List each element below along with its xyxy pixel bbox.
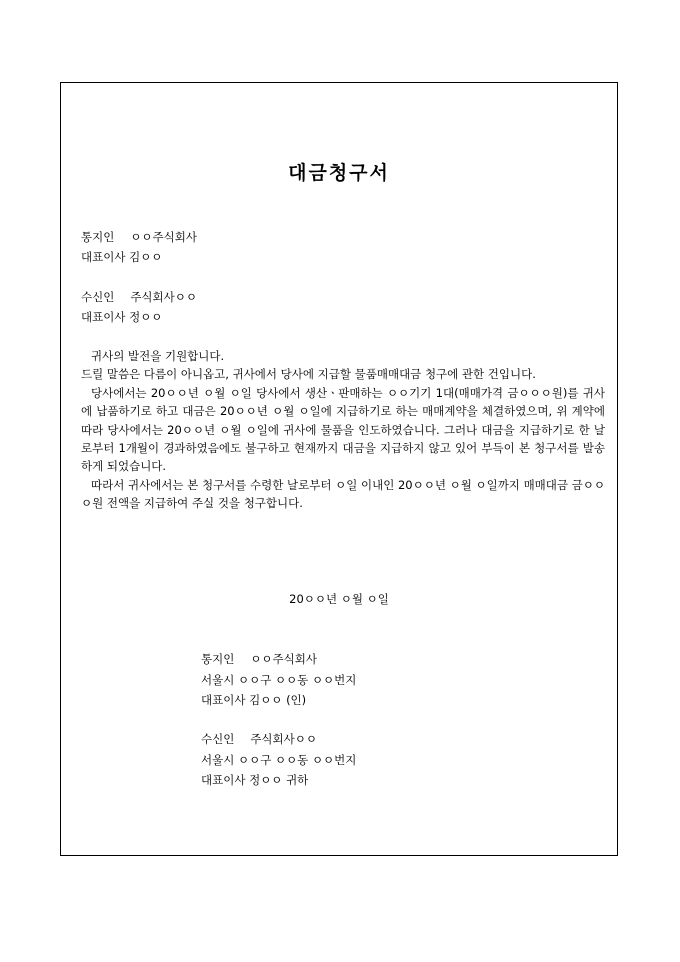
- header-recipient: [81, 289, 197, 305]
- signature-sender-address: 서울시 ㅇㅇ구 ㅇㅇ동 ㅇㅇ번지: [201, 672, 357, 687]
- body-paragraph-greeting: 귀사의 발전을 기원합니다.: [91, 349, 225, 363]
- signature-sender-line: [201, 649, 356, 670]
- signature-recipient-block: [201, 729, 356, 791]
- signature-sender-label: 통지인: [201, 652, 235, 666]
- header-sender: [81, 229, 197, 245]
- letter-body: [81, 347, 605, 513]
- body-paragraph-details: 당사에서는 20ㅇㅇ년 ㅇ월 ㅇ일 당사에서 생산ㆍ판매하는 ㅇㅇ기기 1대(매매가격 금ㅇㅇㅇ원)를 귀사에 납품하기로 하고 대금은 20ㅇㅇ년 ㅇ월 ㅇ일에 지급하기로 하는 매매계약을 체결하였으며, 위 계약에 따라 당사에서는 20ㅇㅇ년 ㅇ월 ㅇ일에 귀사에 물품을 인도하였습니다. 그러나 대금을 지급하기로 한 날로부터 1개월이 경과하였음에도 불구하고 현재까지 대금을 지급하지 않고 있어 부득이 본 청구서를 발송하게 되었습니다.: [81, 385, 605, 474]
- document-date: 20ㅇㅇ년 ㅇ월 ㅇ일: [289, 592, 389, 606]
- header-recipient-rep: 대표이사 정ㅇㅇ: [81, 310, 163, 324]
- document-frame: [60, 82, 618, 856]
- signature-sender-company: ㅇㅇ주식회사: [250, 652, 317, 666]
- header-sender-rep: 대표이사 김ㅇㅇ: [81, 250, 163, 264]
- header-sender-company: ㅇㅇ주식회사: [130, 230, 197, 244]
- signature-recipient-address: 서울시 ㅇㅇ구 ㅇㅇ동 ㅇㅇ번지: [201, 752, 357, 767]
- header-recipient-company: 주식회사ㅇㅇ: [130, 290, 197, 304]
- signature-recipient-rep: 대표이사 정ㅇㅇ 귀하: [201, 773, 309, 787]
- signature-sender-block: [201, 649, 356, 711]
- document-title: 대금청구서: [288, 162, 390, 184]
- body-paragraph-subject: 드릴 말씀은 다름이 아니옵고, 귀사에서 당사에 지급할 물품매매대금 청구에 관한 건입니다.: [81, 367, 536, 382]
- signature-sender-rep: 대표이사 김ㅇㅇ (인): [201, 693, 307, 707]
- header-sender-label: 통지인: [81, 230, 115, 244]
- body-paragraph-demand: 따라서 귀사에서는 본 청구서를 수령한 날로부터 ㅇ일 이내인 20ㅇㅇ년 ㅇ월 ㅇ일까지 매매대금 금ㅇㅇㅇ원 전액을 지급하여 주실 것을 청구합니다.: [81, 477, 605, 511]
- signature-recipient-company: 주식회사ㅇㅇ: [250, 732, 317, 746]
- header-recipient-label: 수신인: [81, 290, 115, 304]
- signature-recipient-label: 수신인: [201, 732, 235, 746]
- signature-recipient-line: [201, 729, 356, 750]
